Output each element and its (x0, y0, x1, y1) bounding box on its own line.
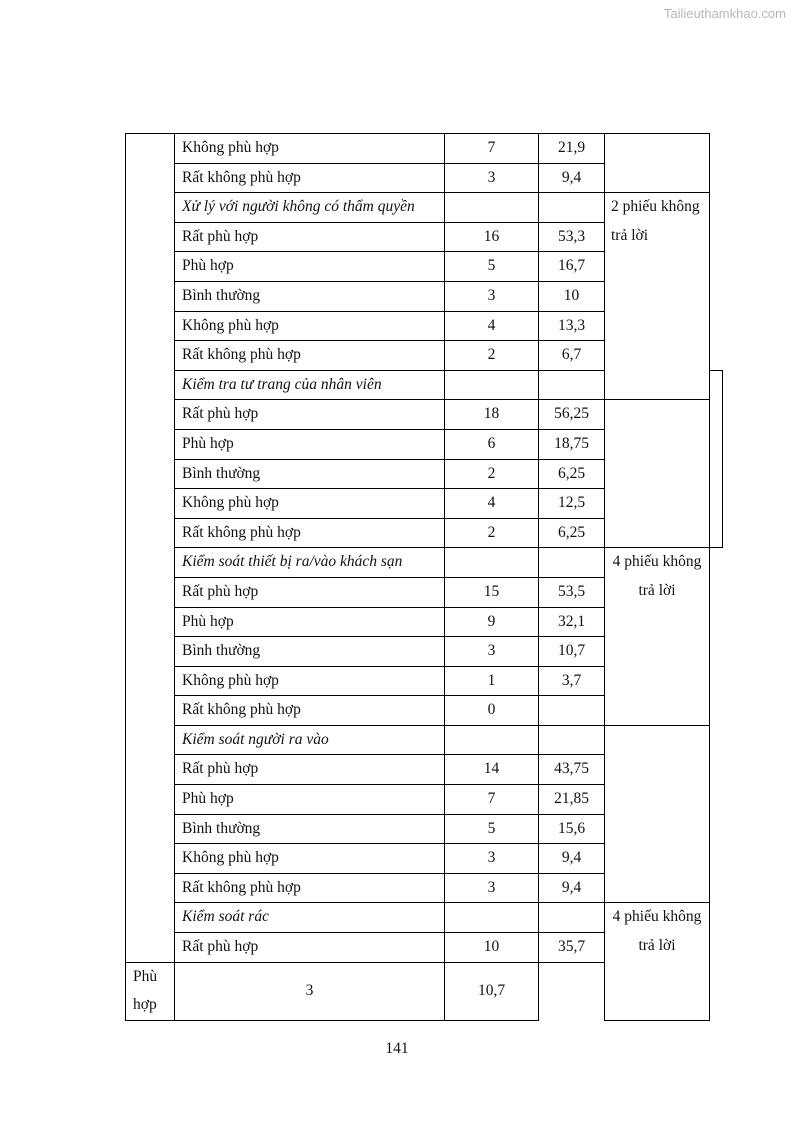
table-row (126, 518, 723, 548)
row-percent: 15,6 (539, 814, 605, 844)
table-row (126, 548, 723, 578)
row-label: Rất không phù hợp (175, 163, 445, 193)
row-percent: 53,5 (539, 577, 605, 607)
row-percent (539, 370, 605, 400)
row-percent (539, 903, 605, 933)
row-percent: 6,25 (539, 459, 605, 489)
row-label: Rất phù hợp (175, 933, 445, 963)
survey-table (125, 133, 723, 1021)
row-count: 2 (445, 459, 539, 489)
row-count: 1 (445, 666, 539, 696)
row-percent: 35,7 (539, 933, 605, 963)
group-cell (126, 134, 175, 963)
row-count (445, 725, 539, 755)
row-count: 4 (445, 489, 539, 519)
row-count: 3 (445, 637, 539, 667)
row-label: Không phù hợp (175, 666, 445, 696)
row-label: Không phù hợp (175, 134, 445, 164)
row-count: 4 (445, 311, 539, 341)
table-row (126, 134, 723, 164)
row-count (445, 548, 539, 578)
row-label: Rất không phù hợp (175, 696, 445, 726)
section-heading: Kiểm soát người ra vào (175, 725, 445, 755)
row-count: 2 (445, 518, 539, 548)
row-percent: 10,7 (445, 962, 539, 1020)
row-count: 5 (445, 252, 539, 282)
note-cell: 4 phiếu không trả lời (605, 903, 710, 1020)
row-percent: 12,5 (539, 489, 605, 519)
note-cell (710, 370, 723, 548)
section-heading: Kiểm tra tư trang của nhân viên (175, 370, 445, 400)
row-percent: 9,4 (539, 844, 605, 874)
row-count: 16 (445, 222, 539, 252)
row-count: 6 (445, 429, 539, 459)
watermark: Tailieuthamkhao.com (663, 6, 786, 21)
table-row (126, 429, 723, 459)
note-cell (605, 725, 710, 903)
row-count: 3 (445, 844, 539, 874)
section-heading: Kiểm soát thiết bị ra/vào khách sạn (175, 548, 445, 578)
row-label: Phù hợp (126, 962, 175, 1020)
note-cell: 4 phiếu không trả lời (605, 548, 710, 726)
row-label: Rất phù hợp (175, 755, 445, 785)
row-label: Phù hợp (175, 429, 445, 459)
row-count: 10 (445, 933, 539, 963)
row-label: Bình thường (175, 459, 445, 489)
row-count: 18 (445, 400, 539, 430)
row-label: Rất không phù hợp (175, 518, 445, 548)
row-percent: 6,7 (539, 341, 605, 371)
row-count (445, 903, 539, 933)
page-number: 141 (385, 1040, 409, 1057)
row-label: Phù hợp (175, 607, 445, 637)
row-percent: 13,3 (539, 311, 605, 341)
row-count: 7 (445, 134, 539, 164)
row-percent: 43,75 (539, 755, 605, 785)
row-label: Rất không phù hợp (175, 341, 445, 371)
row-percent: 21,9 (539, 134, 605, 164)
row-count: 15 (445, 577, 539, 607)
row-percent: 53,3 (539, 222, 605, 252)
row-count: 3 (445, 163, 539, 193)
row-count: 7 (445, 785, 539, 815)
row-percent (539, 725, 605, 755)
row-count: 14 (445, 755, 539, 785)
row-label: Rất phù hợp (175, 577, 445, 607)
row-count: 3 (445, 281, 539, 311)
row-percent (539, 193, 605, 223)
row-count: 9 (445, 607, 539, 637)
row-count: 5 (445, 814, 539, 844)
row-percent: 10,7 (539, 637, 605, 667)
row-label: Không phù hợp (175, 489, 445, 519)
row-label: Bình thường (175, 637, 445, 667)
row-percent: 16,7 (539, 252, 605, 282)
row-percent: 6,25 (539, 518, 605, 548)
section-heading: Xử lý với người không có thẩm quyền (175, 193, 445, 223)
survey-table-container (125, 133, 723, 1021)
row-count (445, 370, 539, 400)
row-label: Rất không phù hợp (175, 873, 445, 903)
table-row (126, 459, 723, 489)
row-label: Rất phù hợp (175, 222, 445, 252)
row-percent: 9,4 (539, 163, 605, 193)
row-count (445, 193, 539, 223)
row-percent: 9,4 (539, 873, 605, 903)
row-percent: 56,25 (539, 400, 605, 430)
row-label: Phù hợp (175, 252, 445, 282)
row-label: Phù hợp (175, 785, 445, 815)
section-heading: Kiểm soát rác (175, 903, 445, 933)
row-count: 0 (445, 696, 539, 726)
row-percent: 10 (539, 281, 605, 311)
row-count: 2 (445, 341, 539, 371)
row-label: Bình thường (175, 814, 445, 844)
row-count: 3 (445, 873, 539, 903)
row-percent (539, 696, 605, 726)
table-row (126, 725, 723, 755)
row-percent: 18,75 (539, 429, 605, 459)
row-label: Không phù hợp (175, 311, 445, 341)
note-cell: 2 phiếu không trả lời (605, 193, 710, 400)
row-label: Không phù hợp (175, 844, 445, 874)
row-label: Bình thường (175, 281, 445, 311)
note-cell (605, 134, 710, 193)
row-label: Rất phù hợp (175, 400, 445, 430)
table-row (126, 400, 723, 430)
row-percent: 3,7 (539, 666, 605, 696)
row-count: 3 (175, 962, 445, 1020)
table-row (126, 489, 723, 519)
row-percent: 21,85 (539, 785, 605, 815)
row-percent (539, 548, 605, 578)
table-row (126, 903, 723, 933)
row-percent: 32,1 (539, 607, 605, 637)
